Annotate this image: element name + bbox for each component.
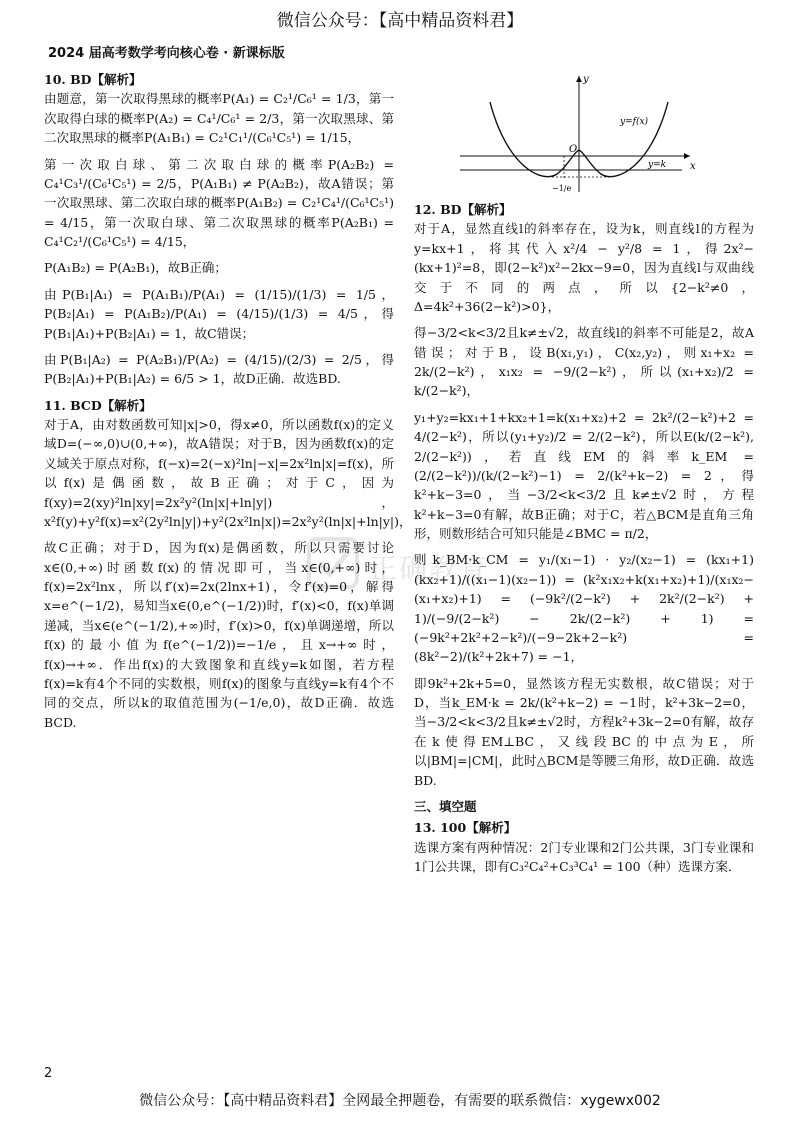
solution-10 [44,70,394,389]
solution-12-line: 得−3/2<k<3/2且k≠±√2，故直线l的斜率不可能是2，故A错误；对于B，设B(x₁,y₁)，C(x₂,y₂)，则x₁+x₂ = 2k/(2−k²)，x₁x₂ = −9/(2−k²)，所以(x₁+x₂)/2 = k/(2−k²)， [414,325,754,399]
left-column [44,70,412,739]
solution-11-number: 11. BCD【解析】 [44,397,152,413]
solution-12-line: 则k_BM·k_CM = y₁/(x₁−1) · y₂/(x₂−1) = (kx₁+1)(kx₂+1)/((x₁−1)(x₂−1)) = (k²x₁x₂+k(x₁+x₂)+1)/(x₁x₂−(x₁+x₂)+1) = (−9k²/(2−k²) + 2k²/(2−k²) + 1)/(−9/(2−k²) − 2k/(2−k²) + 1) = (−9k²+2k²+2−k²)/(−9−2k+2−k²) = (8k²−2)/(k²+2k+7) = −1， [414,552,754,665]
page-number: 2 [44,1066,53,1081]
line-label: y=k [648,160,667,170]
watermark-text: 正确教育 [369,552,490,585]
origin-label: O [569,144,578,155]
solution-12-line: 对于A，显然直线l的斜率存在，设为k，则直线l的方程为y=kx+1，将其代入x²/4 − y²/8 = 1，得2x²−(kx+1)²=8，即(2−k²)x²−2kx−9=0，因为直线l与双曲线交于不同的两点，所以{2−k²≠0，Δ=4k²+36(2−k²)>0}， [414,221,754,314]
tick-label: −1/e [552,184,572,193]
solution-12-number: 12. BD【解析】 [414,202,512,217]
x-axis-arrow [684,153,690,159]
bottom-banner: 微信公众号：【高中精品资料君】全网最全押题卷，有需要的联系微信：xygewx002 [139,1093,661,1109]
x-axis-label: x [690,161,696,172]
running-head: 2024 届高考数学考向核心卷 · 新课标版 [48,46,285,61]
solution-13-line: 选课方案有两种情况：2门专业课和2门公共课，3门专业课和1门公共课，即有C₃²C₄²+C₃³C₄¹ = 100（种）选课方案． [414,839,754,874]
y-axis-arrow [576,76,582,82]
solution-11 [44,396,412,732]
solution-10-number: 10. BD【解析】 [44,72,142,87]
y-axis-label: y [583,74,589,85]
solution-10-line: 第一次取白球、第二次取白球的概率P(A₂B₂) = C₄¹C₃¹/(C₆¹C₅¹) = 2/5，P(A₁B₁) ≠ P(A₂B₂)，故A错误；第一次取黑球、第二次取白球的概率P(A₁B₂) = C₂¹C₄¹/(C₆¹C₅¹) = 4/15，第一次取白球、第二次取黑球的概率P(A₂B₁) = C₄¹C₂¹/(C₆¹C₅¹) = 4/15， [44,156,394,249]
solution-10-line: 由P(B₁|A₂) = P(A₂B₁)/P(A₂) = (4/15)/(2/3) = 2/5，得P(B₂|A₁)+P(B₁|A₂) = 6/5 > 1，故D正确．故选BD. [44,351,394,387]
solution-12-line: y₁+y₂=kx₁+1+kx₂+1=k(x₁+x₂)+2 = 2k²/(2−k²)+2 = 4/(2−k²)，所以(y₁+y₂)/2 = 2/(2−k²)，所以E(k/(2−k²), 2/(2−k²))，若直线EM的斜率k_EM = (2/(2−k²))/(k/(2−k²)−1) = 2/(k²+k−2) = 2，得k²+k−3=0，当−3/2<k<3/2且k≠±√2时，方程k²+k−3=0有解，故B正确；对于C，若△BCM是直角三角形，则数形结合可知只能是∠BMC = π/2， [414,409,754,541]
function-graph-figure [452,72,702,197]
solution-10-line: P(A₁B₂) = P(A₂B₁)，故B正确； [44,260,227,276]
solution-12-line: 即9k²+2k+5=0，显然该方程无实数根，故C错误；对于D，当k_EM·k = 2k/(k²+k−2) = −1时，k²+3k−2=0，当−3/2<k<3/2且k≠±√2时，方程k²+3k−2=0有解，故存在k使得EM⊥BC，又线段BC的中点为E，所以|BM|=|CM|，此时△BCM是等腰三角形，故D正确．故选BD. [414,675,754,788]
solution-11-line: 对于A，由对数函数可知|x|>0，得x≠0，所以函数f(x)的定义域D=(−∞,0)∪(0,+∞)，故A错误；对于B，因为函数f(x)的定义域关于原点对称，f(−x)=2(−x)²ln|−x|=2x²ln|x|=f(x)，所以f(x)是偶函数，故B正确；对于C，因为f(xy)=2(xy)²ln|xy|=2x²y²(ln|x|+ln|y|)，x²f(y)+y²f(x)=x²(2y²ln|y|)+y²(2x²ln|x|)=2x²y²(ln|x|+ln|y|)， [44,417,412,529]
right-column [414,200,754,883]
solution-10-line: 由P(B₁|A₁) = P(A₁B₁)/P(A₁) = (1/15)/(1/3) = 1/5，P(B₂|A₁) = P(A₁B₂)/P(A₁) = (4/15)/(1/3) = 4/5，得P(B₁|A₁)+P(B₂|A₁) = 1，故C错误； [44,286,394,341]
top-banner: 微信公众号：【高中精品资料君】 [276,11,524,31]
section-title: 三、填空题 [414,798,477,814]
solution-10-line: 由题意，第一次取得黑球的概率P(A₁) = C₂¹/C₆¹ = 1/3，第一次取得白球的概率P(A₂) = C₄¹/C₆¹ = 2/3，第一次取黑球、第二次取黑球的概率P(A₁B₁) = C₂¹C₁¹/(C₆¹C₅¹) = 1/15， [44,91,394,146]
solution-12 [414,200,754,790]
solution-13 [414,818,754,876]
solution-13-number: 13. 100【解析】 [414,820,517,836]
curve-label: y=f(x) [620,117,649,127]
solution-11-line: 故C正确；对于D，因为f(x)是偶函数，所以只需要讨论x∈(0,+∞)时函数f(x)的情况即可，当x∈(0,+∞)时，f(x)=2x²lnx，所以f′(x)=2x(2lnx+1)，令f′(x)=0，解得x=e^(−1/2)，易知当x∈(0,e^(−1/2))时，f′(x)<0，f(x)单调递减，当x∈(e^(−1/2),+∞)时，f′(x)>0，f(x)单调递增，所以f(x)的最小值为f(e^(−1/2))=−1/e，且x→+∞时，f(x)→+∞．作出f(x)的大致图象和直线y=k如图，若方程f(x)=k有4个不同的实数根，则f(x)的图象与直线y=k有4个不同的交点，所以k的取值范围为(−1/e,0)，故D正确．故选BCD. [44,540,394,730]
